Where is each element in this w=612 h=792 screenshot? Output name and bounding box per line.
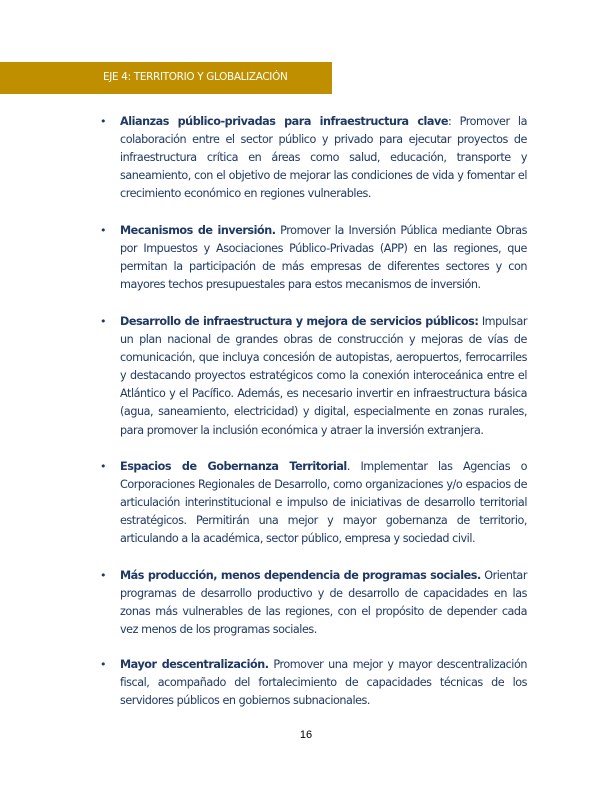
section-banner [0,62,332,94]
item-lead: Mecanismos de inversión. [120,224,276,237]
item-text: Orientar programas de desarrollo productivo y de desarrollo de capacidades en las zonas más vulnerables de las regiones, con el propósito de depender cada vez menos de los programas sociales. [120,569,527,637]
item-lead: Espacios de Gobernanza Territorial [120,460,347,473]
list-item [100,458,527,548]
list-item [100,222,527,294]
item-lead: Alianzas público-privadas para infraestructura clave [120,115,448,128]
bullet-icon: • [100,115,107,128]
bullet-icon: • [100,658,107,671]
item-lead: Más producción, menos dependencia de programas sociales. [120,569,481,582]
item-lead: Mayor descentralización. [120,658,269,671]
item-text: : Promover la colaboración entre el sector público y privado para ejecutar proyectos de infraestructura crítica en áreas como salud, educación, transporte y saneamiento, con el objetivo de mejorar las condiciones de vida y fomentar el crecimiento económico en regiones vulnerables. [120,115,527,201]
list-item [100,313,527,440]
bullet-icon: • [100,224,107,237]
item-text: Promover una mejor y mayor descentralización fiscal, acompañado del fortalecimiento de capacidades técnicas de los servidores públicos en gobiernos subnacionales. [120,658,527,708]
bullet-icon: • [100,569,107,582]
section-title: EJE 4: TERRITORIO Y GLOBALIZACIÓN [103,71,288,83]
item-text: . Implementar las Agencias o Corporaciones Regionales de Desarrollo, como organizaciones y/o espacios de articulación interinstitucional e impulso de iniciativas de desarrollo territorial estratégicos. Permitirán una mejor y mayor gobernanza de territorio, articulando a la académica, sector público, empresa y sociedad civil. [120,460,527,546]
item-text: Promover la Inversión Pública mediante Obras por Impuestos y Asociaciones Público-Privadas (APP) en las regiones, que permitan la participación de más empresas de diferentes sectores y con mayores techos presupuestales para estos mecanismos de inversión. [120,224,527,292]
item-lead: Desarrollo de infraestructura y mejora de servicios públicos: [120,315,479,328]
bullet-icon: • [100,315,107,328]
list-item [100,567,527,639]
bullet-icon: • [100,460,107,473]
list-item [100,113,527,203]
item-text: Impulsar un plan nacional de grandes obras de construcción y mejoras de vías de comunicación, que incluya concesión de autopistas, aeropuertos, ferrocarriles y destacando proyectos estratégicos como la conexión interoceánica entre el Atlántico y el Pacífico. Además, es necesario invertir en infraestructura básica (agua, saneamiento, electricidad) y digital, especialmente en zonas rurales, para promover la inclusión económica y atraer la inversión extranjera. [120,315,527,437]
page-number: 16 [299,729,313,741]
list-item [100,656,527,710]
